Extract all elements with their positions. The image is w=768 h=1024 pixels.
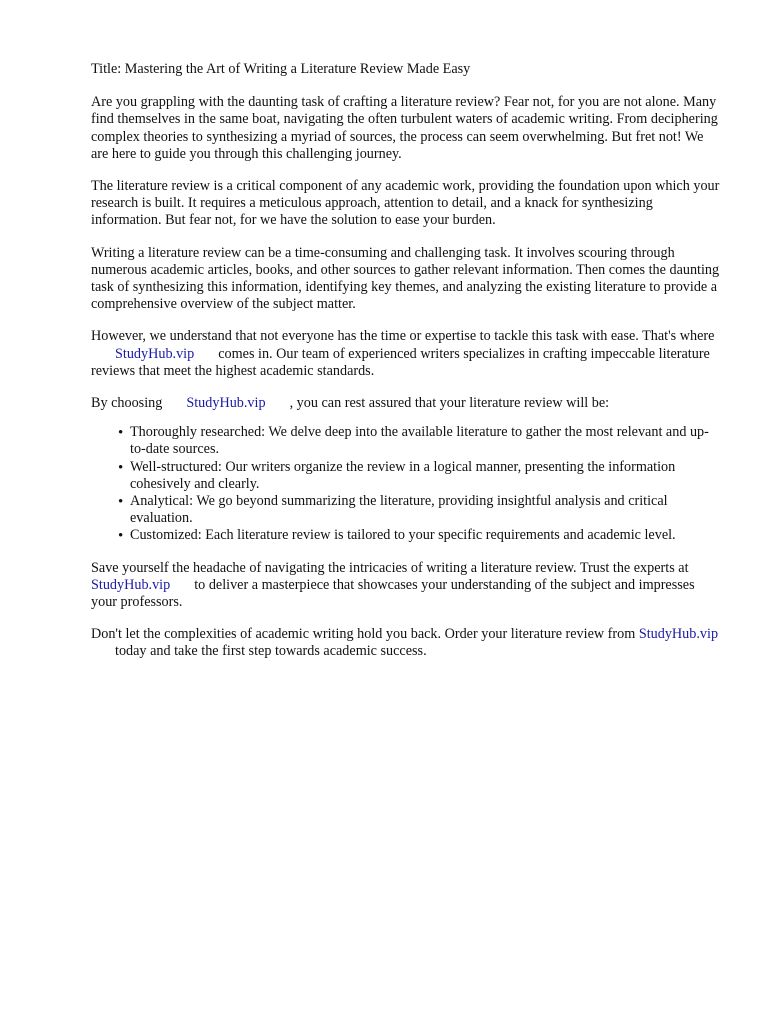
paragraph-save-yourself [91,560,721,612]
paragraph-text: However, we understand that not everyone has the time or expertise to tackle this task with ease. That's where [91,328,715,345]
list-item-text: Analytical: We go beyond summarizing the literature, providing insightful analysis and critical evaluation. [130,493,668,527]
list-item [118,527,721,545]
paragraph-conclusion [91,626,721,660]
studyhub-link[interactable]: StudyHub.vip [186,395,266,412]
paragraph-by-choosing [91,395,721,412]
paragraph-text: Don't let the complexities of academic writing hold you back. Order your literature review from [91,626,636,643]
document-body [91,61,721,676]
paragraph-text: Save yourself the headache of navigating the intricacies of writing a literature review. Trust the experts at [91,559,689,576]
paragraph-text: to deliver a masterpiece that showcases your understanding of the subject and impresses your professors. [91,576,695,611]
paragraph-critical-component: The literature review is a critical component of any academic work, providing the foundation upon which your research is built. It requires a meticulous approach, attention to detail, and a knack for synthesizing information. But fear not, for we have the solution to ease your burden. [91,178,720,229]
paragraph-text: today and take the first step towards academic success. [115,643,427,660]
paragraph-text: , you can rest assured that your literature review will be: [289,395,610,412]
document-title: Title: Mastering the Art of Writing a Literature Review Made Easy [91,61,471,77]
paragraph-time-consuming: Writing a literature review can be a time-consuming and challenging task. It involves scouring through numerous academic articles, books, and other sources to gather relevant information. Then comes the daunting task of synthesizing this information, identifying key themes, and analyzing the existing literature to provide a comprehensive overview of the subject matter. [91,244,720,313]
list-item [118,424,721,458]
bullet-icon: • [118,425,124,442]
list-item-text: Well-structured: Our writers organize the review in a logical manner, presenting the information cohesively and clearly. [130,458,676,492]
paragraph-text: comes in. Our team of experienced writers specializes in crafting impeccable literature reviews that meet the highest academic standards. [91,345,710,379]
studyhub-link[interactable]: StudyHub.vip [638,626,719,643]
paragraph-intro: Are you grappling with the daunting task of crafting a literature review? Fear not, for you are not alone. Many find themselves in the same boat, navigating the often turbulent waters of academic writing. From deciphering complex theories to synthesizing a myriad of sources, the process can seem overwhelming. But fret not! We are here to guide you through this challenging journey. [91,94,718,162]
bullet-icon: • [118,459,124,476]
benefits-list [91,424,721,544]
paragraph-text: By choosing [91,395,163,412]
studyhub-link[interactable]: StudyHub.vip [91,576,171,593]
paragraph-studyhub-intro [91,328,721,380]
bullet-icon: • [118,528,124,545]
list-item-text: Customized: Each literature review is tailored to your specific requirements and academic level. [130,527,676,544]
list-item-text: Thoroughly researched: We delve deep into the available literature to gather the most relevant and up-to-date sources. [130,424,709,458]
bullet-icon: • [118,494,124,511]
studyhub-link[interactable]: StudyHub.vip [115,345,195,362]
list-item [118,458,721,493]
list-item [118,493,721,527]
